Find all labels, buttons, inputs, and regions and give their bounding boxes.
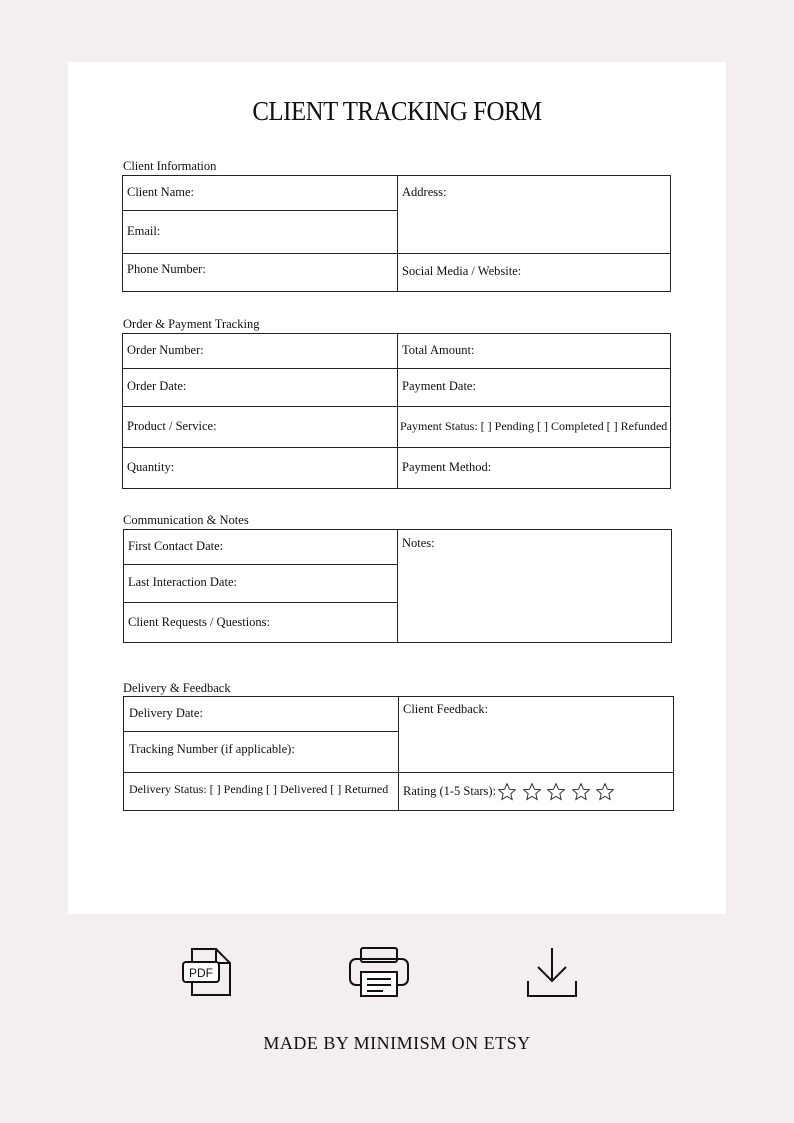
notes-label: Notes: [402, 536, 435, 550]
star-icon[interactable] [546, 782, 566, 802]
printer-icon[interactable] [347, 945, 411, 999]
download-icon[interactable] [524, 945, 580, 999]
order-payment-table [122, 333, 671, 489]
page-title: CLIENT TRACKING FORM [252, 96, 542, 126]
tracking-number-label: Tracking Number (if applicable): [129, 742, 295, 756]
total-amount-label: Total Amount: [402, 343, 475, 357]
phone-label: Phone Number: [127, 262, 206, 276]
client-feedback-label: Client Feedback: [403, 702, 489, 716]
delivery-date-label: Delivery Date: [129, 706, 203, 720]
section-title-communication: Communication & Notes [123, 513, 249, 527]
rating-stars [497, 782, 627, 804]
star-icon[interactable] [497, 782, 517, 802]
delivery-status-label: Delivery Status: [ ] Pending [ ] Delivered [ ] Returned [129, 782, 389, 796]
section-title-delivery: Delivery & Feedback [123, 681, 231, 695]
payment-method-label: Payment Method: [402, 460, 492, 474]
rating-label: Rating (1-5 Stars): [403, 784, 497, 798]
order-date-label: Order Date: [127, 379, 187, 393]
social-label: Social Media / Website: [402, 264, 522, 278]
last-interaction-label: Last Interaction Date: [128, 575, 237, 589]
star-icon[interactable] [571, 782, 591, 802]
payment-date-label: Payment Date: [402, 379, 476, 393]
pdf-icon-label: PDF [189, 966, 213, 980]
client-info-table [122, 175, 671, 292]
email-label: Email: [127, 224, 161, 238]
footer-credit: MADE BY MINIMISM ON ETSY [263, 1033, 531, 1053]
star-icon[interactable] [595, 782, 615, 802]
star-icon[interactable] [522, 782, 542, 802]
delivery-feedback-table [123, 696, 674, 811]
first-contact-label: First Contact Date: [128, 539, 224, 553]
quantity-label: Quantity: [127, 460, 175, 474]
communication-notes-table [123, 529, 672, 643]
product-service-label: Product / Service: [127, 419, 217, 433]
bottom-icons [0, 945, 794, 1005]
order-number-label: Order Number: [127, 343, 204, 357]
section-title-order: Order & Payment Tracking [123, 317, 260, 331]
section-title-client: Client Information [123, 159, 217, 173]
payment-status-label: Payment Status: [ ] Pending [ ] Completed [ ] Refunded [400, 419, 668, 433]
address-label: Address: [402, 185, 447, 199]
pdf-file-icon[interactable] [180, 945, 234, 999]
client-requests-label: Client Requests / Questions: [128, 615, 271, 629]
client-name-label: Client Name: [127, 185, 194, 199]
